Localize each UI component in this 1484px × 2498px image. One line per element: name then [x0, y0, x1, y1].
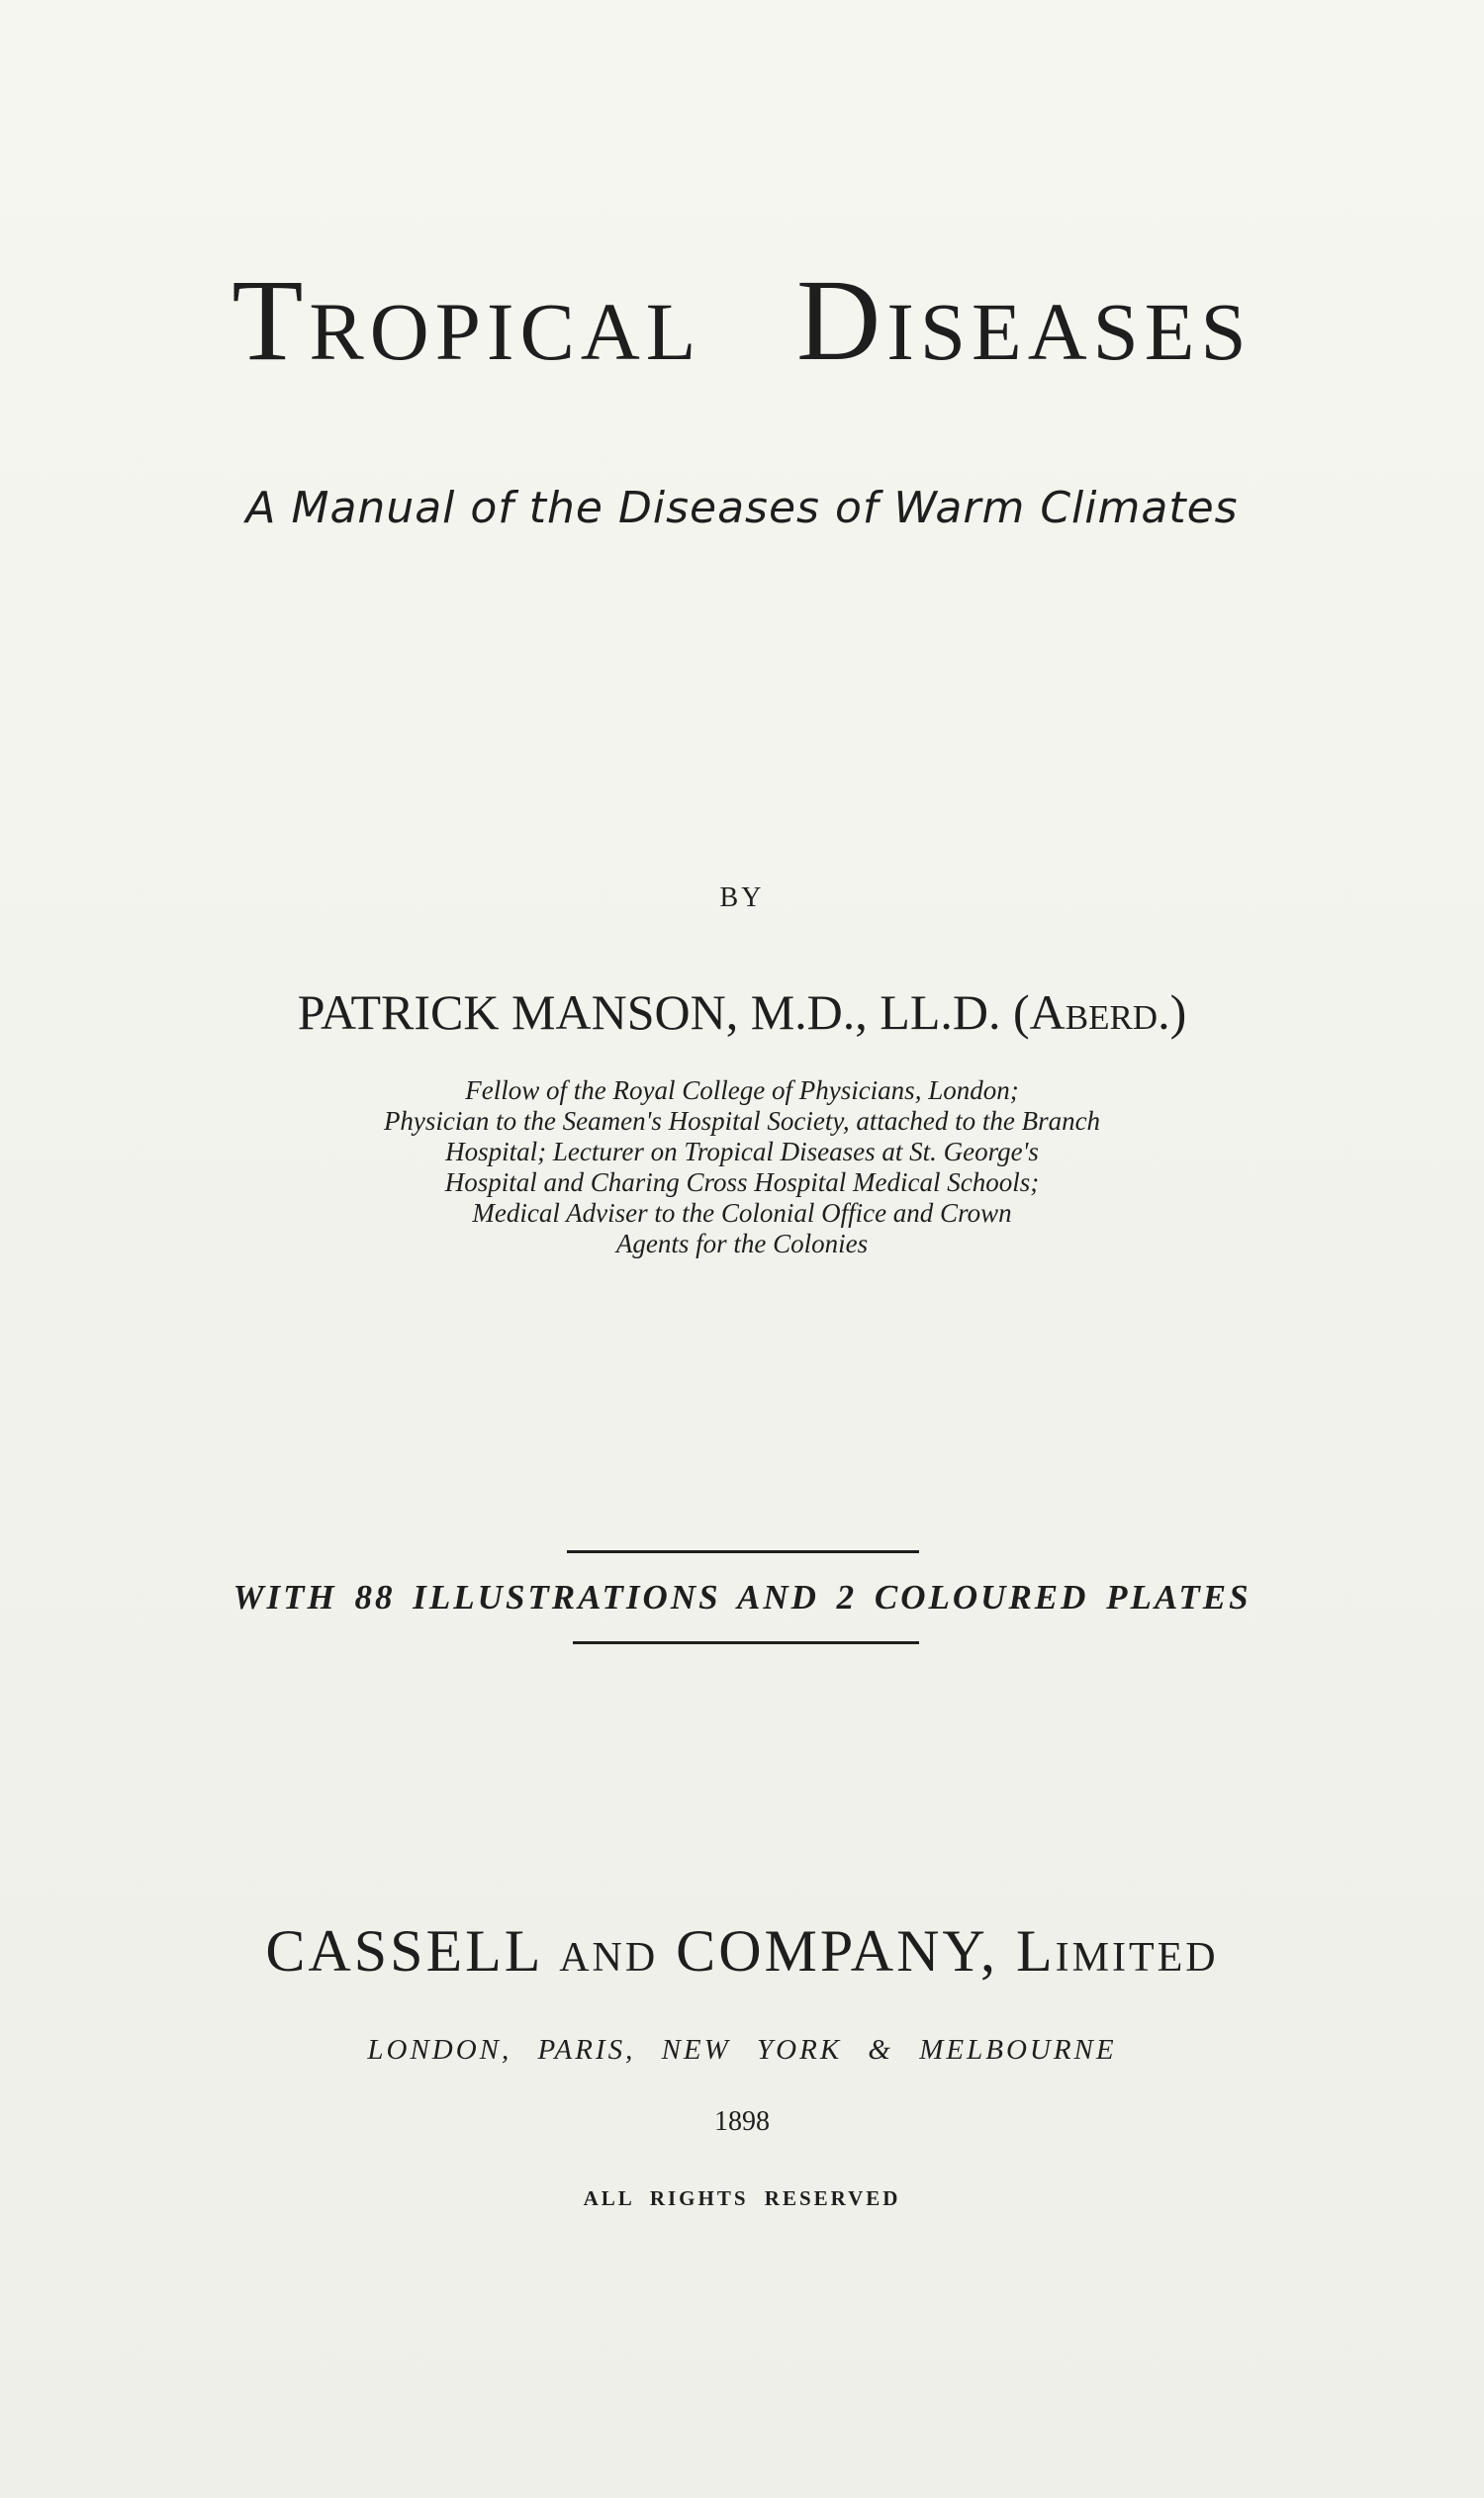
credential-line: Physician to the Seamen's Hospital Society, attached to the Branch: [383, 1106, 1101, 1136]
publisher-cities: LONDON, PARIS, NEW YORK & MELBOURNE: [367, 2034, 1117, 2066]
publication-year: 1898: [714, 2106, 770, 2137]
credential-line: Fellow of the Royal College of Physicians, London;: [465, 1075, 1019, 1105]
credential-line: Hospital; Lecturer on Tropical Diseases at St. George's: [445, 1137, 1039, 1166]
book-subtitle: A Manual of the Diseases of Warm Climates: [245, 483, 1239, 533]
author-block: [0, 984, 1484, 1040]
author-degree: (Aberd.): [1012, 984, 1187, 1040]
credential-line: Hospital and Charing Cross Hospital Medical Schools;: [444, 1167, 1040, 1197]
author-credentials: [297, 1075, 1187, 1259]
divider-rule-bottom: [573, 1641, 919, 1644]
by-line: BY: [719, 882, 765, 913]
publisher-name: CASSELL and COMPANY, Limited: [265, 1918, 1219, 1984]
credential-line: Agents for the Colonies: [615, 1229, 869, 1258]
rights-notice: ALL RIGHTS RESERVED: [583, 2186, 901, 2210]
divider-rule-top: [567, 1550, 919, 1553]
credential-line: Medical Adviser to the Colonial Office and Crown: [472, 1198, 1012, 1228]
illustrations-note: WITH 88 ILLUSTRATIONS AND 2 COLOURED PLATES: [232, 1578, 1252, 1617]
book-title: Tropical Diseases: [232, 255, 1252, 385]
author-name: PATRICK MANSON, M.D., LL.D.: [297, 984, 1001, 1040]
